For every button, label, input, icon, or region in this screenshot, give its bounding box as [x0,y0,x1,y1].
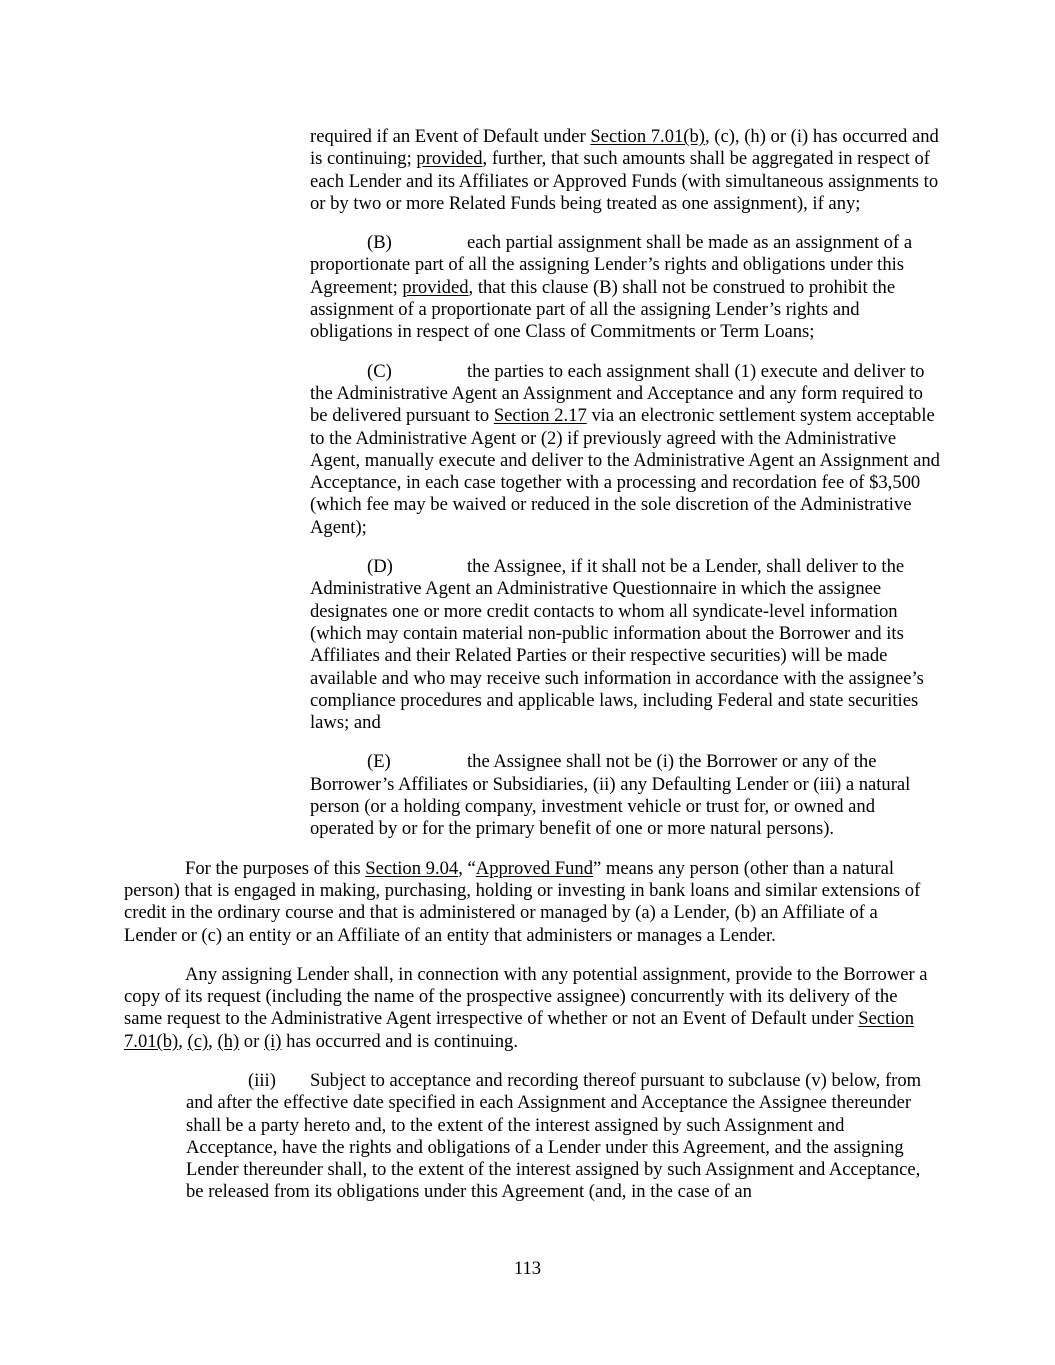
section-reference: (c) [187,1030,209,1052]
defined-term: Approved Fund [475,857,594,879]
proviso-term: provided [416,148,483,170]
clause-paragraph [310,556,940,734]
text-run: , [208,1030,218,1052]
paragraph [124,858,935,947]
clause-label: (B) [367,232,392,254]
clause-label: (E) [367,751,391,773]
text-run: , further, that such amounts shall be aggregated in respect of each Lender and its Affiliates or Approved Funds (with simultaneous assignments to or by two or more Related Funds being treated as one assignment), if any; [310,148,939,214]
document-body [124,126,940,1204]
clause-label: (D) [367,556,393,578]
section-reference: (i) [263,1030,282,1052]
text-run: , that this clause (B) shall not be construed to prohibit the assignment of a proportionate part of all the assigning Lender’s rights and obligations in respect of one Class of Commitments or Term Loans; [310,276,896,343]
proviso-term: provided [402,276,469,298]
clause-paragraph [186,1070,935,1204]
text-run: , “ [458,857,476,879]
text-run: the Assignee shall not be (i) the Borrower or any of the Borrower’s Affiliates or Subsidiaries, (ii) any Defaulting Lender or (iii) a natural person (or a holding company, investment vehicle or trust for, or owned and operated by or for the primary benefit of one or more natural persons). [310,751,911,840]
clause-paragraph [310,361,940,539]
text-run: , [178,1030,188,1052]
paragraph [124,964,935,1053]
section-reference: Section 2.17 [493,405,587,427]
text-run: the parties to each assignment shall (1) execute and deliver to the Administrative Agent an Assignment and Acceptance and any form required to be delivered pursuant to [310,360,925,427]
clause-label: (iii) [248,1069,276,1091]
section-reference: Section 9.04 [365,857,459,879]
text-run: ” means any person (other than a natural person) that is engaged in making, purchasing, holding or investing in bank loans and similar extensions of credit in the ordinary course and that is administered or managed by (a) a Lender, (b) an Affiliate of a Lender or (c) an entity or an Affiliate of an entity that administers or manages a Lender. [124,857,921,946]
text-run: required if an Event of Default under [310,126,591,147]
clause-label: (C) [367,360,392,382]
page-number: 113 [513,1258,542,1279]
clause-paragraph [310,232,940,343]
text-run: Any assigning Lender shall, in connection with any potential assignment, provide to the Borrower a copy of its request (including the name of the prospective assignee) concurrently with its delivery of the same request to the Administrative Agent irrespective of whether or not an Event of Default under [124,963,928,1030]
section-reference: (h) [217,1030,240,1052]
text-run: , (c), (h) or (i) has occurred and is continuing; [310,126,939,170]
paragraph [310,126,940,215]
clause-paragraph [310,751,940,840]
text-run: For the purposes of this [185,857,366,879]
section-reference: Section 7.01(b) [124,1008,915,1052]
text-run: has occurred and is continuing. [281,1030,519,1052]
text-run: each partial assignment shall be made as an assignment of a proportionate part of all the assigning Lender’s rights and obligations under this Agreement; [310,232,913,298]
text-run: the Assignee, if it shall not be a Lender, shall deliver to the Administrative Agent an Administrative Questionnaire in which the assignee designates one or more credit contacts to whom all syndicate-level information (which may contain material non-public information about the Borrower and its Affiliates and their Related Parties or their respective securities) will be made available and who may receive such information in accordance with the assignee’s compliance procedures and applicable laws, including Federal and state securities laws; and [310,556,924,734]
text-run: or [239,1030,264,1052]
text-run: Subject to acceptance and recording thereof pursuant to subclause (v) below, from and after the effective date specified in each Assignment and Acceptance the Assignee thereunder shall be a party hereto and, to the extent of the interest assigned by such Assignment and Acceptance, have the rights and obligations of a Lender under this Agreement, and the assigning Lender thereunder shall, to the extent of the interest assigned by such Assignment and Acceptance, be released from its obligations under this Agreement (and, in the case of an [186,1069,922,1203]
section-reference: Section 7.01(b) [590,126,705,147]
text-run: via an electronic settlement system acceptable to the Administrative Agent or (2) if previously agreed with the Administrative Agent, manually execute and deliver to the Administrative Agent an Assignment and Acceptance, in each case together with a processing and recordation fee of $3,500 (which fee may be waived or reduced in the sole discretion of the Administrative Agent); [310,405,940,538]
